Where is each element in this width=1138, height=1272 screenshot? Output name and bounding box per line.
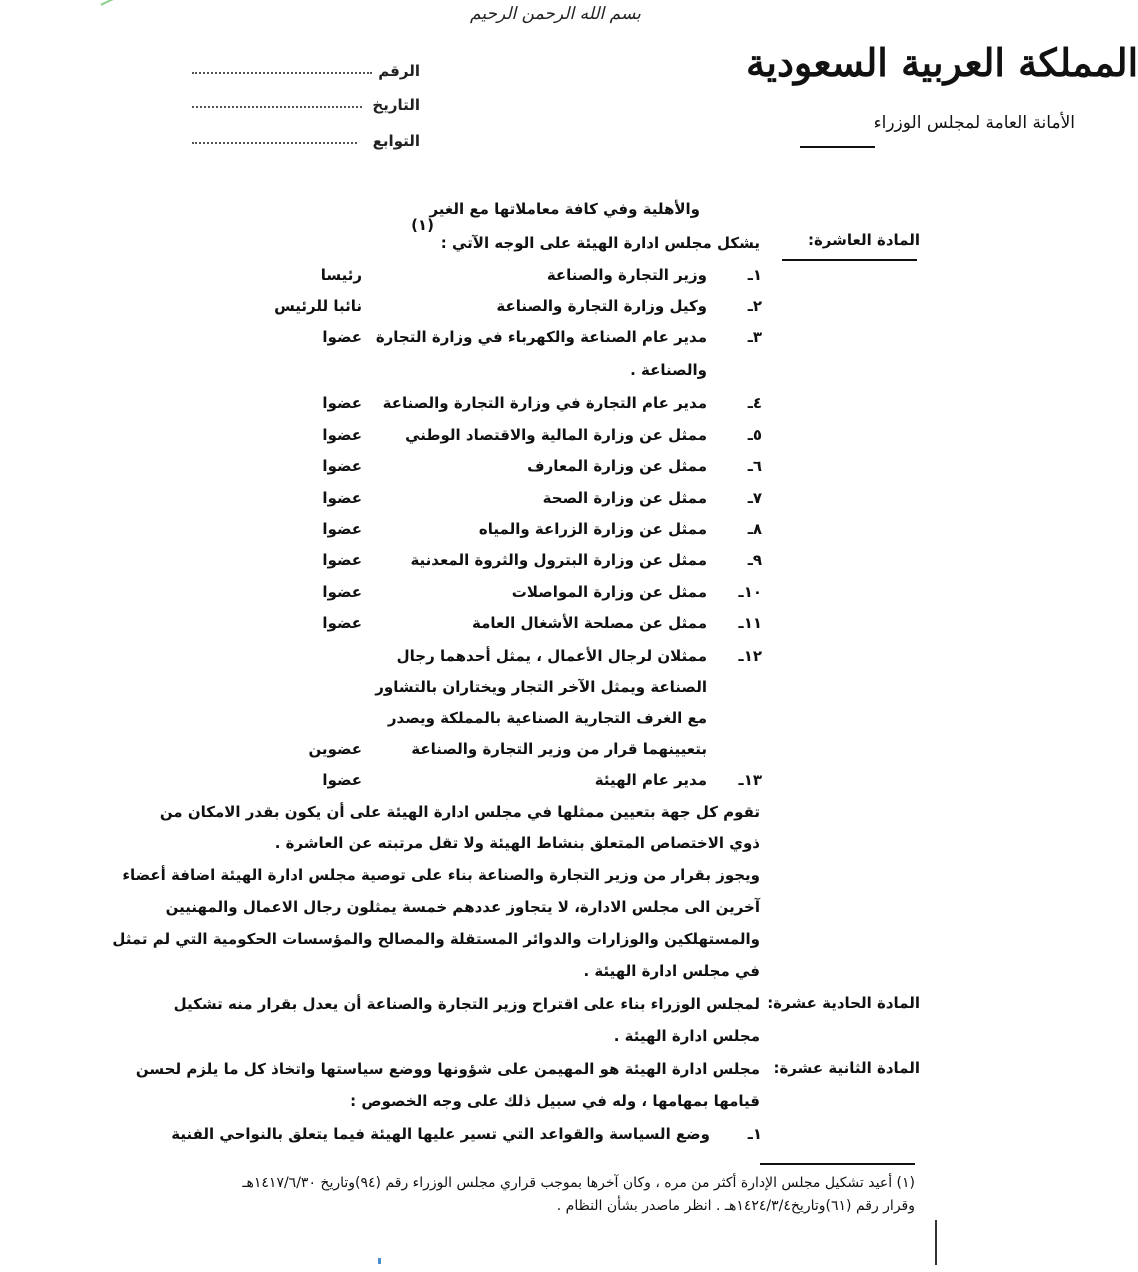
footnote-ref: (١) bbox=[411, 216, 434, 234]
member-number: ١ـ bbox=[747, 266, 762, 284]
member-text: ممثل عن وزارة المالية والاقتصاد الوطني bbox=[405, 426, 707, 444]
item-13-number: ١٣ـ bbox=[738, 771, 762, 789]
member-text: ممثل عن وزارة المواصلات bbox=[511, 583, 707, 601]
intro-line: والأهلية وفي كافة معاملاتها مع الغير bbox=[429, 200, 700, 218]
field-date-line bbox=[192, 106, 362, 108]
member-number: ٢ـ bbox=[747, 297, 762, 315]
member-role: عضوا bbox=[322, 426, 362, 444]
field-attachments-line bbox=[192, 142, 357, 144]
secretariat-title: الأمانة العامة لمجلس الوزراء bbox=[873, 113, 1075, 133]
member-text: ممثل عن وزارة المعارف bbox=[527, 457, 707, 475]
article-10-label: المادة العاشرة: bbox=[807, 231, 920, 249]
article-12-item-1-text: وضع السياسة والقواعد التي تسير عليها الهيئة فيما يتعلق بالنواحي الفنية bbox=[171, 1125, 710, 1143]
member-role: رئيسا bbox=[320, 266, 362, 284]
field-date-label: التاريخ bbox=[372, 96, 420, 114]
item-12-line-1: ممثلان لرجال الأعمال ، يمثل أحدهما رجال bbox=[396, 647, 707, 665]
member-text: مدير عام التجارة في وزارة التجارة والصناعة bbox=[382, 394, 707, 412]
kingdom-logo-text: المملكة العربية السعودية bbox=[746, 40, 1138, 85]
member-role: عضوا bbox=[322, 328, 362, 346]
member-role: عضوا bbox=[322, 583, 362, 601]
member-role: عضوا bbox=[322, 551, 362, 569]
article-12-line-2: قيامها بمهامها ، وله في سبيل ذلك على وجه الخصوص : bbox=[350, 1092, 760, 1110]
corner-mark bbox=[100, 0, 117, 6]
paragraph-2-line-1: ويجوز بقرار من وزير التجارة والصناعة بناء على توصية مجلس ادارة الهيئة اضافة أعضاء bbox=[122, 866, 760, 884]
member-number: ١٠ـ bbox=[738, 583, 762, 601]
item-12-role: عضوين bbox=[308, 740, 362, 758]
article-11-line-1: لمجلس الوزراء بناء على اقتراح وزير التجارة والصناعة أن يعدل بقرار منه تشكيل bbox=[173, 995, 760, 1013]
member-number: ٤ـ bbox=[747, 394, 762, 412]
item-13-text: مدير عام الهيئة bbox=[594, 771, 707, 789]
member-text: وكيل وزارة التجارة والصناعة bbox=[496, 297, 707, 315]
member-text: وزير التجارة والصناعة bbox=[546, 266, 707, 284]
member-text: ممثل عن مصلحة الأشغال العامة bbox=[471, 614, 707, 632]
item-12-line-4: بتعيينهما قرار من وزير التجارة والصناعة bbox=[411, 740, 707, 758]
basmala: بسم الله الرحمن الرحيم bbox=[470, 4, 641, 24]
footnote-rule bbox=[760, 1163, 915, 1165]
item-12-line-3: مع الغرف التجارية الصناعية بالمملكة ويصدر bbox=[387, 709, 707, 727]
footnote-line-2: وقرار رقم (٦١)وتاريخ١٤٢٤/٣/٤هـ . انظر ماصدر بشأن النظام . bbox=[556, 1198, 915, 1214]
member-text: ممثل عن وزارة الزراعة والمياه bbox=[478, 520, 707, 538]
member-role: نائبا للرئيس bbox=[274, 297, 362, 315]
field-number-label: الرقم bbox=[378, 62, 420, 80]
paragraph-1-line-1: تقوم كل جهة بتعيين ممثلها في مجلس ادارة الهيئة على أن يكون بقدر الامكان من bbox=[159, 803, 760, 821]
member-role: عضوا bbox=[322, 394, 362, 412]
article-12-line-1: مجلس ادارة الهيئة هو المهيمن على شؤونها ووضع سياستها واتخاذ كل ما يلزم لحسن bbox=[135, 1060, 760, 1078]
article-11-label: المادة الحادية عشرة: bbox=[767, 994, 920, 1012]
article-11-line-2: مجلس ادارة الهيئة . bbox=[613, 1027, 760, 1045]
secretariat-underline bbox=[800, 146, 875, 148]
paragraph-2-line-2: آخرين الى مجلس الادارة، لا يتجاوز عددهم خمسة يمثلون رجال الاعمال والمهنيين bbox=[165, 898, 760, 916]
member-text: ممثل عن وزارة الصحة bbox=[542, 489, 707, 507]
member-role: عضوا bbox=[322, 520, 362, 538]
paragraph-1-line-2: ذوي الاختصاص المتعلق بنشاط الهيئة ولا تقل مرتبته عن العاشرة . bbox=[274, 834, 760, 852]
member-role: عضوا bbox=[322, 489, 362, 507]
item-13-role: عضوا bbox=[322, 771, 362, 789]
paragraph-2-line-3: والمستهلكين والوزارات والدوائر المستقلة والمصالح والمؤسسات الحكومية التي لم تمثل bbox=[112, 930, 760, 948]
member-number: ٧ـ bbox=[747, 489, 762, 507]
member-number: ٣ـ bbox=[747, 328, 762, 346]
member-role: عضوا bbox=[322, 614, 362, 632]
member-number: ٦ـ bbox=[747, 457, 762, 475]
member-number: ٨ـ bbox=[747, 520, 762, 538]
item-12-line-2: الصناعة ويمثل الآخر التجار ويختاران بالتشاور bbox=[375, 678, 707, 696]
footnote-line-1: (١) أعيد تشكيل مجلس الإدارة أكثر من مره ، وكان آخرها بموجب قراري مجلس الوزراء رقم (٩٤)وتاريخ ١٤١٧/٦/٣٠هـ bbox=[242, 1175, 915, 1191]
article-10-underline bbox=[782, 259, 917, 261]
article-10-text: يشكل مجلس ادارة الهيئة على الوجه الآتي : bbox=[440, 234, 760, 252]
field-number-line bbox=[192, 72, 372, 74]
article-12-label: المادة الثانية عشرة: bbox=[773, 1059, 920, 1077]
margin-mark bbox=[935, 1220, 937, 1265]
dot-mark bbox=[378, 1258, 381, 1264]
member-role: عضوا bbox=[322, 457, 362, 475]
article-12-item-1-number: ١ـ bbox=[747, 1125, 762, 1143]
member-text-continued: والصناعة . bbox=[630, 361, 707, 379]
member-number: ٩ـ bbox=[747, 551, 762, 569]
member-text: مدير عام الصناعة والكهرباء في وزارة التجارة bbox=[375, 328, 707, 346]
field-attachments-label: التوابع bbox=[372, 132, 420, 150]
member-number: ١١ـ bbox=[738, 614, 762, 632]
item-12-number: ١٢ـ bbox=[738, 647, 762, 665]
paragraph-2-line-4: في مجلس ادارة الهيئة . bbox=[583, 962, 760, 980]
member-text: ممثل عن وزارة البترول والثروة المعدنية bbox=[410, 551, 707, 569]
member-number: ٥ـ bbox=[747, 426, 762, 444]
